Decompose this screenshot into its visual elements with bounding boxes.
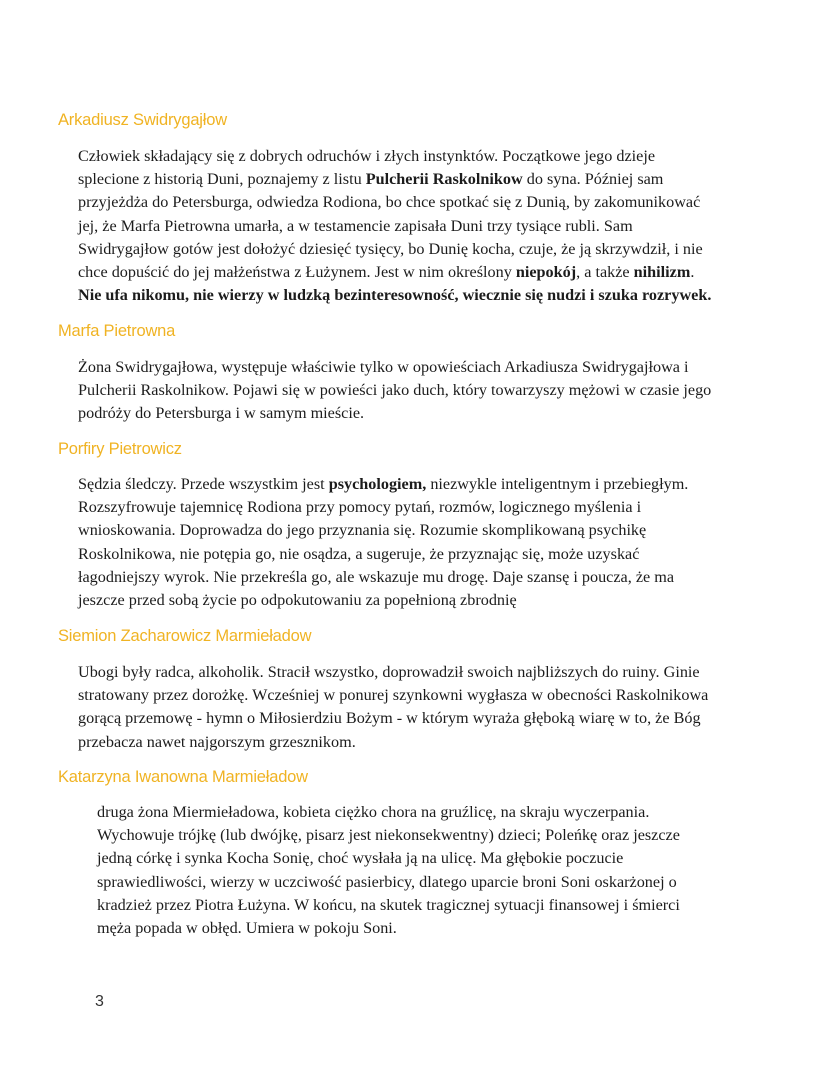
section-body-porfiry — [78, 473, 688, 612]
text-run: splecione z historią Duni, poznajemy z listu — [78, 170, 366, 189]
text-line — [78, 707, 708, 730]
text-run: Ubogi były radca, alkoholik. Stracił wszystko, doprowadził swoich najbliższych do ruiny. Ginie — [78, 663, 700, 681]
text-line — [78, 543, 688, 566]
text-run: jeszcze przed sobą życie po odpokutowaniu za popełnioną zbrodnię — [78, 591, 517, 610]
text-run: wnioskowania. Doprowadza do jego przyznania się. Rozumie skomplikowaną psychikę — [78, 521, 647, 540]
text-run: . — [690, 263, 695, 282]
text-line — [78, 356, 711, 379]
text-line — [78, 589, 688, 612]
text-run: sprawiedliwości, wierzy w uczciwość pasierbicy, dlatego uparcie broni Soni oskarżonej o — [97, 872, 677, 891]
section-body-marfa — [78, 356, 711, 426]
text-line — [78, 473, 688, 496]
text-run: , a także — [576, 263, 634, 282]
text-run: jej, że Marfa Pietrowna umarła, a w testamencie zapisała Duni trzy tysiące rubli. Sam — [78, 216, 633, 235]
text-run: gorącą przemowę - hymn o Miłosierdziu Bożym - w którym wyraża głęboką wiarę w to, że Bóg — [78, 709, 701, 728]
text-line — [78, 379, 711, 402]
text-run: podróży do Petersburga i w samym mieście. — [78, 404, 365, 423]
text-line — [78, 261, 711, 284]
bold-text-run: psychologiem, — [328, 475, 427, 493]
text-line — [97, 871, 680, 894]
text-run: Pulcherii Raskolnikow. Pojawi się w powieści jako duch, który towarzyszy mężowi w czasie jego — [78, 381, 712, 400]
text-run: Sędzia śledczy. Przede wszystkim jest — [78, 475, 329, 493]
bold-text-run: niepokój — [515, 263, 577, 282]
text-line — [78, 402, 711, 425]
text-run: Żona Swidrygajłowa, występuje właściwie tylko w opowieściach Arkadiusza Swidrygajłowa i — [78, 358, 689, 376]
section-heading-siemion: Siemion Zacharowicz Marmieładow — [58, 627, 312, 645]
text-run: Roskolnikowa, nie potępia go, nie osądza, a sugeruje, że przyznając się, może uzyskać — [78, 544, 640, 563]
text-run: niezwykle inteligentnym i przebiegłym. — [426, 475, 689, 493]
text-line — [78, 145, 711, 168]
text-line — [78, 168, 711, 191]
section-heading-porfiry: Porfiry Pietrowicz — [58, 440, 182, 458]
text-line — [78, 284, 711, 307]
text-run: druga żona Miermieładowa, kobieta ciężko chora na gruźlicę, na skraju wyczerpania. — [97, 803, 650, 821]
text-line — [97, 894, 680, 917]
text-line — [78, 566, 688, 589]
text-line — [97, 824, 680, 847]
text-run: stratowany przez dorożkę. Wcześniej w ponurej szynkowni wygłasza w obecności Raskolnikowa — [78, 686, 709, 705]
text-run: męża popada w obłęd. Umiera w pokoju Soni. — [97, 919, 397, 938]
text-line — [78, 215, 711, 238]
text-run: przyjeżdża do Petersburga, odwiedza Rodiona, bo chce spotkać się z Dunią, by zakomunikować — [78, 193, 701, 212]
page-number: 3 — [95, 993, 104, 1010]
bold-text-run: nihilizm — [633, 263, 691, 282]
text-run: jedną córkę i synka Kocha Sonię, choć wysłała ją na ulicę. Ma głębokie poczucie — [97, 849, 624, 868]
text-line — [97, 917, 680, 940]
text-run: kradzież przez Piotra Łużyna. W końcu, na skutek tragicznej sytuacji finansowej i śmierci — [97, 895, 680, 914]
text-line — [78, 496, 688, 519]
bold-text-run: Nie ufa nikomu, nie wierzy w ludzką bezinteresowność, wiecznie się nudzi i szuka rozrywek. — [78, 286, 712, 305]
text-line — [97, 847, 680, 870]
section-heading-swidrygajlow: Arkadiusz Swidrygajłow — [58, 111, 227, 129]
section-body-swidrygajlow — [78, 145, 711, 307]
text-run: Wychowuje trójkę (lub dwójkę, pisarz jest niekonsekwentny) dzieci; Poleńkę oraz jeszcze — [97, 826, 680, 845]
text-line — [78, 731, 708, 754]
text-run: przebacza nawet najgorszym grzesznikom. — [78, 732, 356, 751]
text-line — [78, 191, 711, 214]
text-run: Człowiek składający się z dobrych odruchów i złych instynktów. Początkowe jego dzieje — [78, 147, 656, 165]
text-line — [78, 519, 688, 542]
text-run: Swidrygajłow gotów jest dołożyć dziesięć tysięcy, bo Dunię kocha, czuje, że ją skrzywdził, i nie — [78, 239, 703, 258]
text-run: Rozszyfrowuje tajemnicę Rodiona przy pomocy pytań, rozmów, logicznego myślenia i — [78, 498, 642, 517]
bold-text-run: Pulcherii Raskolnikow — [365, 170, 523, 189]
text-line — [78, 684, 708, 707]
section-heading-marfa: Marfa Pietrowna — [58, 322, 176, 340]
text-line — [97, 801, 680, 824]
text-run: łagodniejszy wyrok. Nie przekreśla go, ale wskazuje mu drogę. Daje szansę i poucza, że ma — [78, 567, 675, 586]
section-heading-katarzyna: Katarzyna Iwanowna Marmieładow — [58, 768, 308, 786]
text-run: do syna. Później sam — [522, 170, 664, 189]
section-body-siemion — [78, 661, 708, 754]
text-line — [78, 238, 711, 261]
text-run: chce dopuścić do jej małżeństwa z Łużynem. Jest w nim określony — [78, 263, 516, 282]
section-body-katarzyna — [97, 801, 680, 940]
text-line — [78, 661, 708, 684]
